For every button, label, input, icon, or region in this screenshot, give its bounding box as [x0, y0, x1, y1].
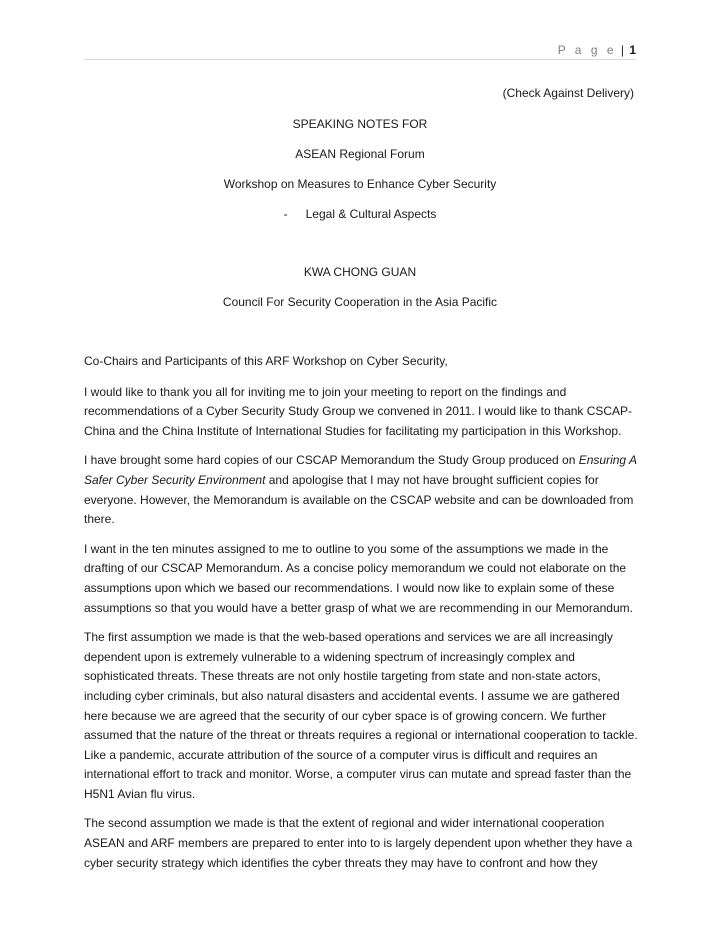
salutation: Co-Chairs and Participants of this ARF Workshop on Cyber Security, — [84, 354, 448, 368]
title-line-2: ASEAN Regional Forum — [295, 147, 425, 161]
paragraph-4: The first assumption we made is that the web-based operations and services we are all increasingly dependent upon is extremely vulnerable to a widening spectrum of increasingly complex and sophisticated threats. These threats are not only hostile targeting from state and non-state actors, including cyber criminals, but also natural disasters and accidental events. I assume we are gathered here because we are agreed that the security of our cyber space is of growing concern. We further assumed that the nature of the threat or threats requires a regional or international cooperation to tackle. Like a pandemic, accurate attribution of the source of a computer virus is difficult and requires an international effort to track and monitor. Worse, a computer virus can mutate and spread faster than the H5N1 Avian flu virus. — [84, 630, 638, 801]
speaker-organization: Council For Security Cooperation in the Asia Pacific — [222, 295, 498, 309]
delivery-note: (Check Against Delivery) — [502, 86, 634, 100]
speaker-name: KWA CHONG GUAN — [303, 265, 417, 279]
page-header — [84, 44, 636, 60]
paragraph-1: I would like to thank you all for inviting me to join your meeting to report on the findings and recommendations of a Cyber Security Study Group we convened in 2011. I would like to thank CSCAP-China and the China Institute of International Studies for facilitating my participation in this Workshop. — [84, 384, 633, 438]
paragraph-3: I want in the ten minutes assigned to me to outline to you some of the assumptions we made in the drafting of our CSCAP Memorandum. As a concise policy memorandum we could not elaborate on the assumptions upon which we based our recommendations. I would now like to explain some of these assumptions so that you would have a better grasp of what we are recommending in our Memorandum. — [84, 541, 633, 615]
title-line-3: Workshop on Measures to Enhance Cyber Security — [223, 177, 497, 191]
page-separator: | — [620, 43, 624, 57]
title-dash: - — [283, 207, 288, 221]
page-label: P a g e — [557, 43, 617, 57]
paragraph-2 — [84, 451, 644, 529]
memorandum-title: Ensuring A Safer Cyber Security Environment — [84, 453, 637, 487]
paragraph-2-rest: and apologise that I may not have brought sufficient copies for everyone. However, the Memorandum is available on the CSCAP website and can be downloaded from there. — [84, 472, 634, 527]
title-line-4 — [0, 206, 720, 222]
speech-body — [84, 352, 644, 883]
page-number: 1 — [629, 43, 636, 57]
paragraph-2-lead: I have brought some hard copies of our CSCAP Memorandum the Study Group produced on — [84, 453, 579, 468]
title-subtopic: Legal & Cultural Aspects — [305, 207, 437, 221]
title-line-1: SPEAKING NOTES FOR — [292, 117, 428, 131]
paragraph-5: The second assumption we made is that the extent of regional and wider international cooperation ASEAN and ARF members are prepared to enter into to is largely dependent upon whether they have a cyber security strategy which identifies the cyber threats they may have to confront and how they — [84, 816, 633, 870]
